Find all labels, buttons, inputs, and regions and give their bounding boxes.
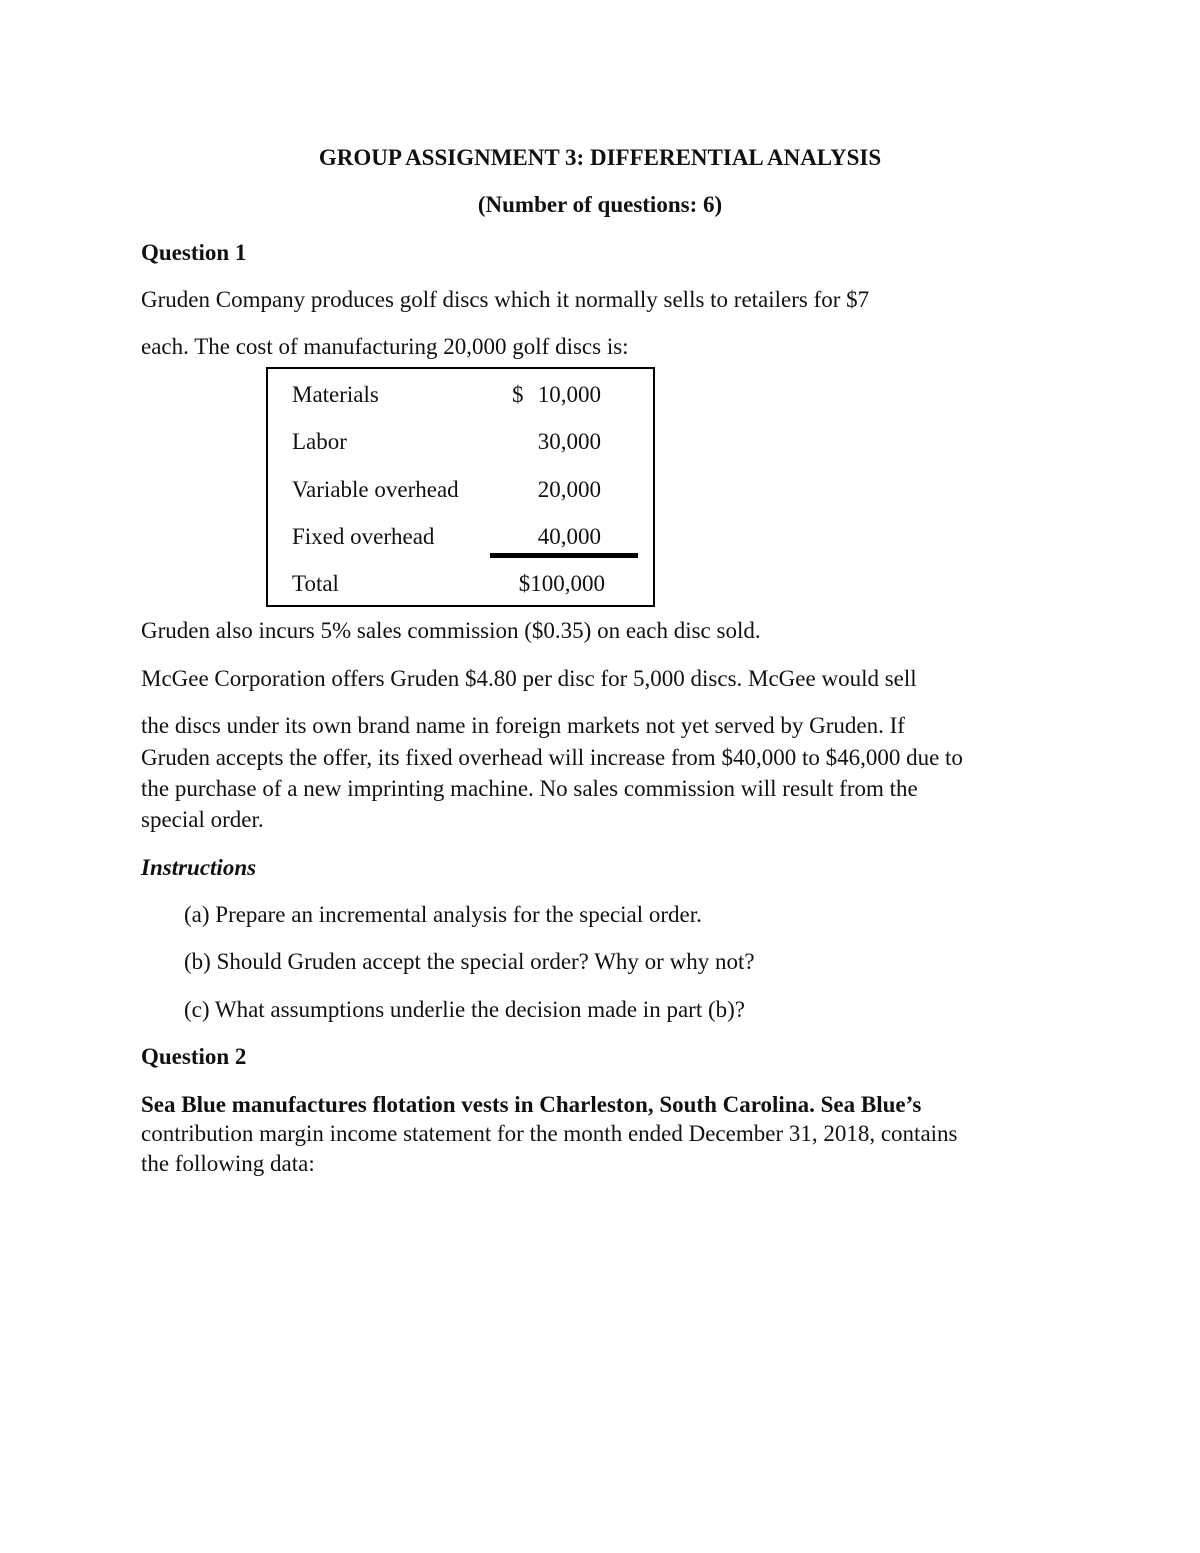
- offer-line-5: special order.: [141, 807, 264, 832]
- question-2-line-3: the following data:: [141, 1151, 315, 1176]
- document-subtitle: (Number of questions: 6): [477, 192, 723, 217]
- cost-value: 20,000: [537, 477, 601, 502]
- offer-line-2: the discs under its own brand name in foreign markets not yet served by Gruden. If: [141, 713, 905, 738]
- total-underline: [490, 553, 638, 558]
- question-2-line-2: contribution margin income statement for the month ended December 31, 2018, contains: [141, 1121, 958, 1146]
- instruction-c: (c) What assumptions underlie the decision made in part (b)?: [184, 997, 745, 1022]
- offer-line-3: Gruden accepts the offer, its fixed overhead will increase from $40,000 to $46,000 due to: [141, 745, 963, 770]
- question-1-heading: Question 1: [141, 240, 247, 265]
- manufacturing-cost-table: [266, 367, 655, 607]
- question-1-intro-line-2: each. The cost of manufacturing 20,000 golf discs is:: [141, 334, 629, 359]
- offer-line-1: McGee Corporation offers Gruden $4.80 per disc for 5,000 discs. McGee would sell: [141, 666, 917, 691]
- question-1-intro-line-1: Gruden Company produces golf discs which it normally sells to retailers for $7: [141, 287, 870, 312]
- cost-value: $100,000: [518, 571, 605, 596]
- cost-label: Fixed overhead: [292, 524, 435, 549]
- question-2-heading: Question 2: [141, 1044, 247, 1069]
- cost-value: 40,000: [537, 524, 601, 549]
- cost-dollar-sign: $: [512, 382, 524, 407]
- cost-label: Total: [292, 571, 339, 596]
- cost-value: 10,000: [537, 382, 601, 407]
- document-title: GROUP ASSIGNMENT 3: DIFFERENTIAL ANALYSIS: [318, 145, 882, 170]
- cost-label: Variable overhead: [292, 477, 459, 502]
- cost-label: Labor: [292, 429, 347, 454]
- instruction-a: (a) Prepare an incremental analysis for the special order.: [184, 902, 702, 927]
- commission-text: Gruden also incurs 5% sales commission ($0.35) on each disc sold.: [141, 618, 761, 643]
- instructions-heading: Instructions: [141, 855, 257, 880]
- instruction-b: (b) Should Gruden accept the special order? Why or why not?: [184, 949, 755, 974]
- cost-label: Materials: [292, 382, 379, 407]
- question-2-line-1: Sea Blue manufactures flotation vests in Charleston, South Carolina. Sea Blue’s: [141, 1092, 922, 1117]
- cost-value: 30,000: [537, 429, 601, 454]
- offer-line-4: the purchase of a new imprinting machine. No sales commission will result from the: [141, 776, 918, 801]
